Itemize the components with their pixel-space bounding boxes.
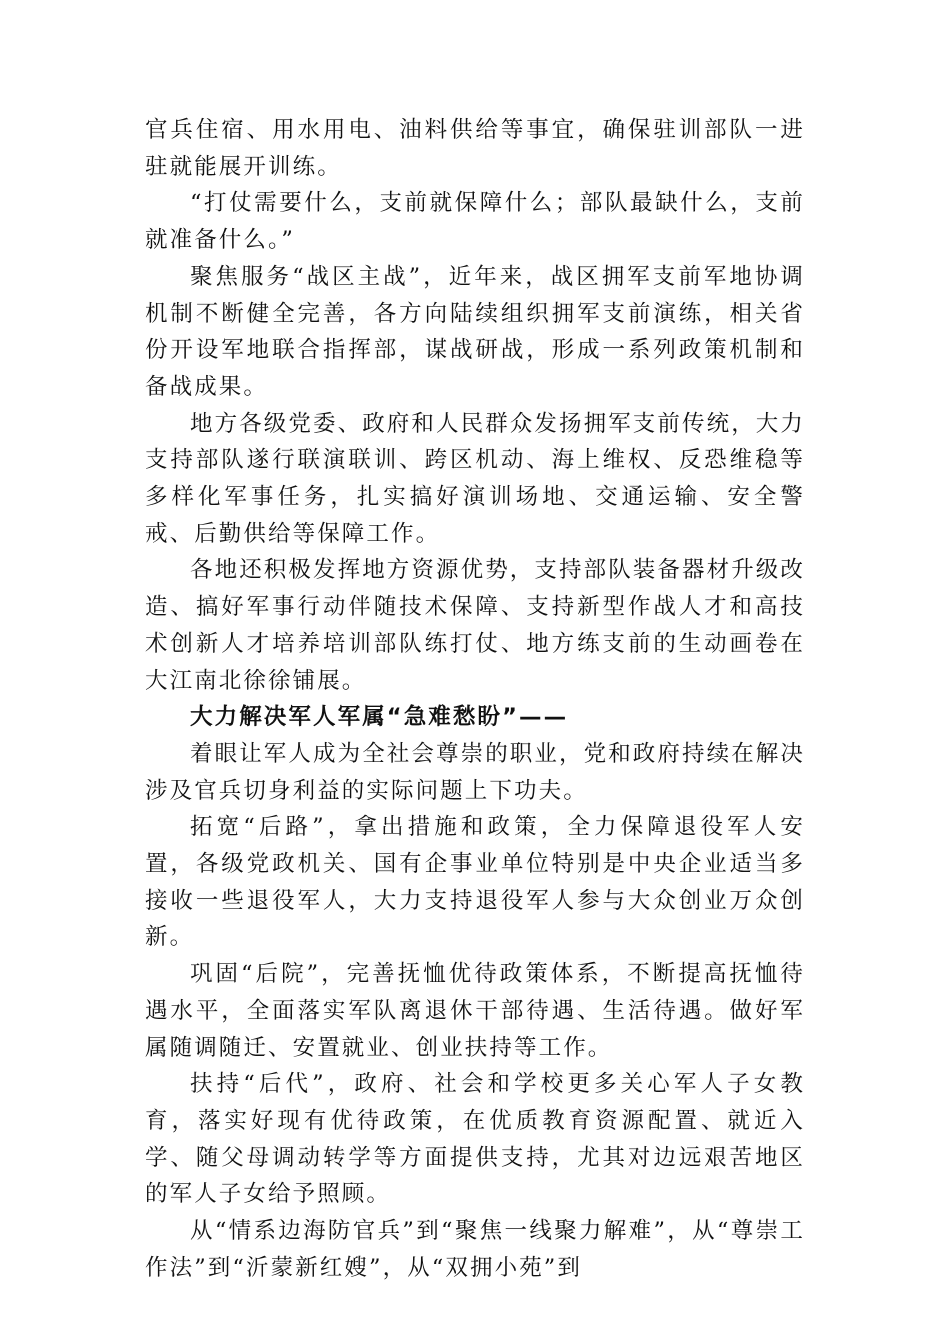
paragraph: 扶持“后代”，政府、社会和学校更多关心军人子女教育，落实好现有优待政策，在优质教育资源配置、就近入学、随父母调动转学等方面提供支持，尤其对边远艰苦地区的军人子女给予照顾。 — [145, 1071, 805, 1208]
paragraph: 拓宽“后路”，拿出措施和政策，全力保障退役军人安置，各级党政机关、国有企事业单位特别是中央企业适当多接收一些退役军人，大力支持退役军人参与大众创业万众创新。 — [145, 814, 805, 951]
paragraph-continued: 官兵住宿、用水用电、油料供给等事宜，确保驻训部队一进驻就能展开训练。 — [145, 117, 805, 180]
paragraph: 巩固“后院”，完善抚恤优待政策体系，不断提高抚恤待遇水平，全面落实军队离退休干部待遇、生活待遇。做好军属随调随迁、安置就业、创业扶持等工作。 — [145, 961, 805, 1061]
section-heading: 大力解决军人军属“急难愁盼”—— — [190, 704, 569, 731]
paragraph: 从“情系边海防官兵”到“聚焦一线聚力解难”，从“尊崇工作法”到“沂蒙新红嫂”，从“双拥小苑”到 — [145, 1218, 805, 1281]
paragraph-quote: “打仗需要什么，支前就保障什么；部队最缺什么，支前就准备什么。” — [145, 190, 805, 254]
document-body — [145, 112, 805, 1287]
paragraph: 聚焦服务“战区主战”，近年来，战区拥军支前军地协调机制不断健全完善，各方向陆续组织拥军支前演练，相关省份开设军地联合指挥部，谋战研战，形成一系列政策机制和备战成果。 — [145, 263, 805, 400]
paragraph: 地方各级党委、政府和人民群众发扬拥军支前传统，大力支持部队遂行联演联训、跨区机动、海上维权、反恐维稳等多样化军事任务，扎实搞好演训场地、交通运输、安全警戒、后勤供给等保障工作。 — [145, 410, 806, 547]
paragraph: 着眼让军人成为全社会尊崇的职业，党和政府持续在解决涉及官兵切身利益的实际问题上下功夫。 — [145, 740, 806, 804]
paragraph: 各地还积极发挥地方资源优势，支持部队装备器材升级改造、搞好军事行动伴随技术保障、支持新型作战人才和高技术创新人才培养培训部队练打仗、地方练支前的生动画卷在大江南北徐徐铺展。 — [145, 557, 806, 694]
